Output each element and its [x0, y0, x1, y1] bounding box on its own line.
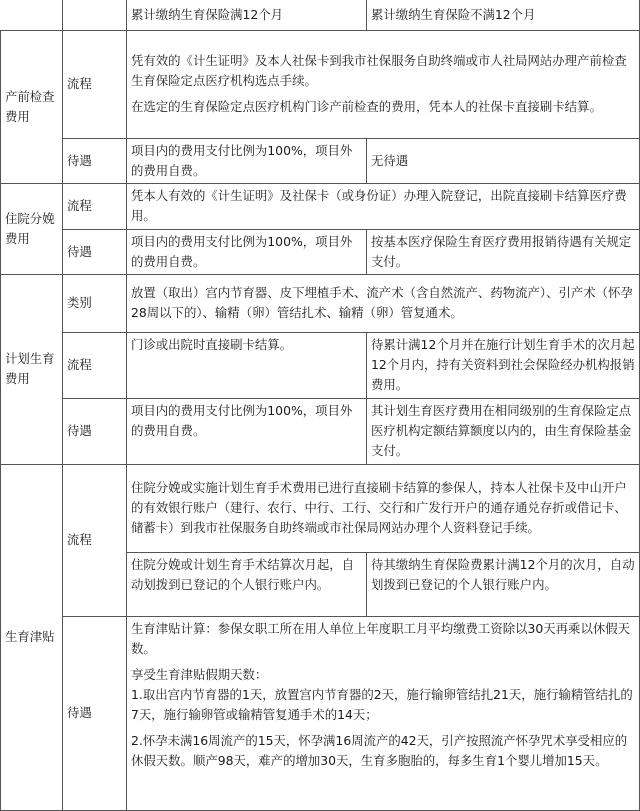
delivery-benefit-partial: 按基本医疗保险生育医疗费用报销待遇有关规定支付。 [367, 229, 640, 274]
allowance-benefit-label: 待遇 [63, 616, 127, 810]
allowance-days-1: 1.取出宫内节育器的1天，放置宫内节育器的2天，施行输卵管结扎21天，施行输精管结扎的7天，施行输卵管或输精管复通手术的14天； [131, 686, 633, 722]
header-row [1, 0, 640, 30]
header-full: 累计缴纳生育保险满12个月 [127, 0, 367, 30]
allowance-title: 生育津贴 [1, 464, 63, 810]
prenatal-benefit-full: 项目内的费用支付比例为100%，项目外的费用自费。 [127, 138, 367, 183]
prenatal-process-2: 在选定的生育保险定点医疗机构门诊产前检查的费用，凭本人的社保卡直接刷卡结算。 [131, 99, 602, 114]
fp-benefit-full: 项目内的费用支付比例为100%，项目外的费用自费。 [127, 398, 367, 464]
fp-title: 计划生育费用 [1, 274, 63, 464]
prenatal-title: 产前检查费用 [1, 30, 63, 183]
prenatal-process-cell [127, 30, 640, 138]
delivery-process: 凭本人有效的《计生证明》及社保卡（或身份证）办理入院登记，出院直接刷卡结算医疗费用。 [127, 183, 640, 229]
fp-process-partial: 待累计满12个月并在施行计划生育手术的次月起12个月内，持有关资料到社会保险经办机构报销费用。 [367, 332, 640, 398]
delivery-process-label: 流程 [63, 183, 127, 229]
prenatal-process-1: 凭有效的《计生证明》及本人社保卡到我市社保服务自助终端或市人社局网站办理产前检查生育保险定点医疗机构选点手续。 [131, 53, 627, 88]
fp-category: 放置（取出）宫内节育器、皮下埋植手术、流产术（含自然流产、药物流产）、引产术（怀孕28周以下的）、输精（卵）管结扎术、输精（卵）管复通术。 [127, 274, 640, 332]
fp-process-label: 流程 [63, 332, 127, 398]
allowance-benefit-cell [127, 616, 640, 810]
allowance-process-label: 流程 [63, 464, 127, 616]
prenatal-benefit-row [1, 138, 640, 183]
fp-process-full: 门诊或出院时直接刷卡结算。 [127, 332, 367, 398]
prenatal-benefit-label: 待遇 [63, 138, 127, 183]
fp-category-row [1, 274, 640, 332]
allowance-process-1: 住院分娩或实施计划生育手术费用已进行直接刷卡结算的参保人，持本人社保卡及中山开户的有效银行账户（建行、农行、中行、工行、交行和广发行开户的通存通兑存折或借记卡、储蓄卡）到我市社保服务自助终端或市社保局网站办理个人资料登记手续。 [127, 464, 640, 552]
prenatal-process-row [1, 30, 640, 138]
delivery-benefit-row [1, 229, 640, 274]
allowance-process-row-1 [1, 464, 640, 552]
delivery-benefit-full: 项目内的费用支付比例为100%，项目外的费用自费。 [127, 229, 367, 274]
delivery-title: 住院分娩费用 [1, 183, 63, 274]
fp-benefit-label: 待遇 [63, 398, 127, 464]
allowance-benefit-row [1, 616, 640, 810]
allowance-process-full: 住院分娩或计划生育手术结算次月起，自动划拨到已登记的个人银行账户内。 [127, 552, 367, 616]
fp-category-label: 类别 [63, 274, 127, 332]
delivery-benefit-label: 待遇 [63, 229, 127, 274]
fp-benefit-row [1, 398, 640, 464]
delivery-process-row [1, 183, 640, 229]
allowance-process-partial: 待其缴纳生育保险费累计满12个月的次月，自动划拨到已登记的个人银行账户内。 [367, 552, 640, 616]
fp-benefit-partial: 其计划生育医疗费用在相同级别的生育保险定点医疗机构定额结算额度以内的，由生育保险基金支付。 [367, 398, 640, 464]
header-partial: 累计缴纳生育保险不满12个月 [367, 0, 640, 30]
prenatal-benefit-partial: 无待遇 [367, 138, 640, 183]
allowance-days-2: 2.怀孕未满16周流产的15天，怀孕满16周流产的42天，引产按照流产怀孕咒术享受相应的休假天数。顺产98天，难产的增加30天，生育多胞胎的，每多生育1个婴儿增加15天。 [131, 732, 628, 768]
allowance-days-title: 享受生育津贴假期天数： [131, 666, 268, 682]
fp-process-row [1, 332, 640, 398]
prenatal-process-label: 流程 [63, 30, 127, 138]
allowance-benefit-calc: 生育津贴计算：参保女职工所在用人单位上年度职工月平均缴费工资除以30天再乘以休假天数。 [131, 620, 631, 656]
